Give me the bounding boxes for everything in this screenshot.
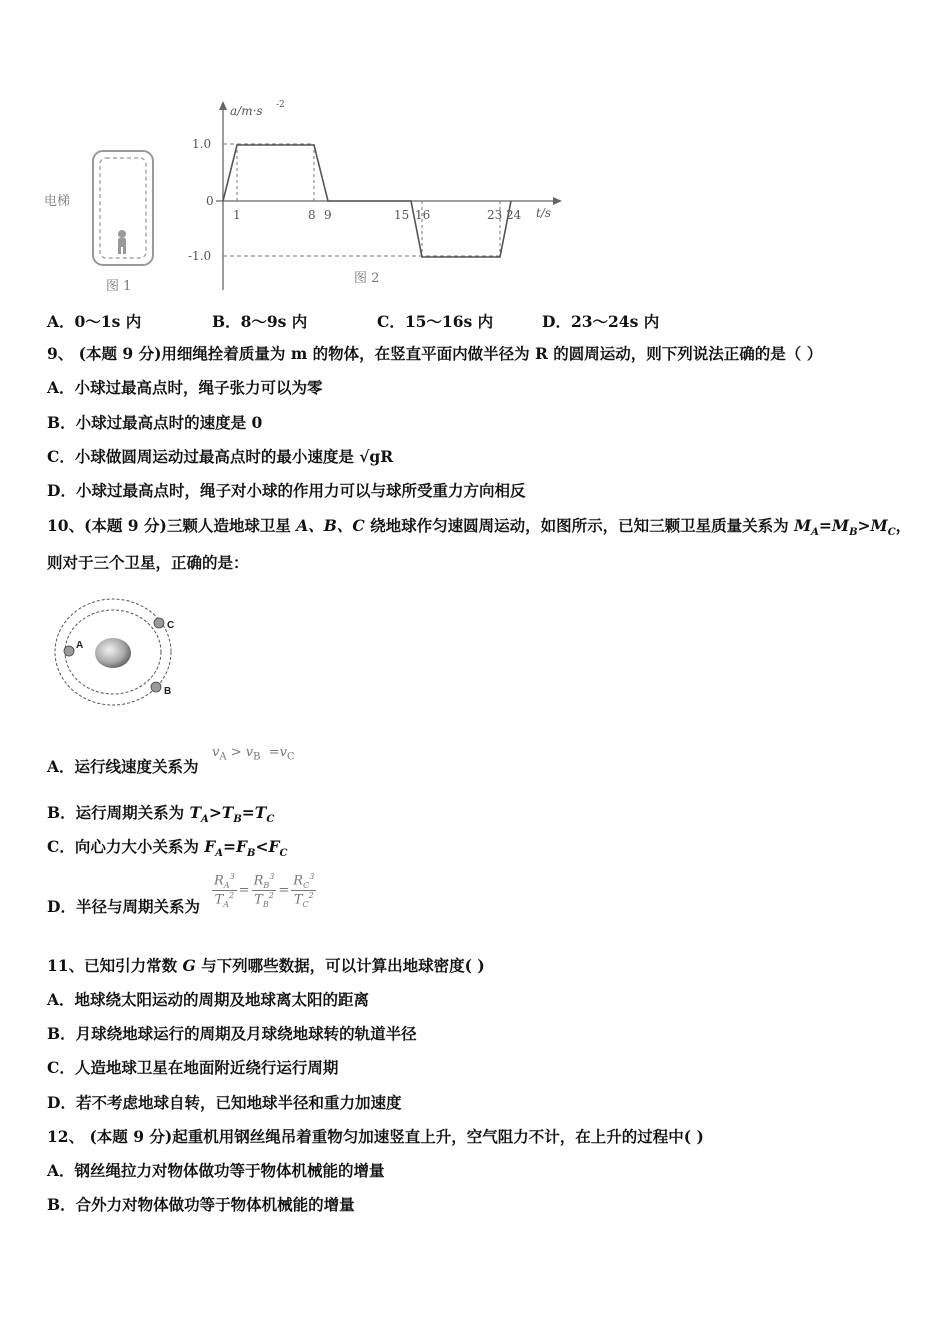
y-axis-label: a/m·s	[230, 104, 263, 118]
q12-stem: 12、 (本题 9 分)起重机用钢丝绳吊着重物匀加速竖直上升，空气阻力不计，在上升的过程中( )	[47, 1127, 704, 1146]
at-graph	[216, 101, 562, 290]
x-tick-9: 9	[324, 208, 332, 222]
x-axis-label: t/s	[536, 206, 552, 220]
earth	[95, 638, 131, 668]
y-tick-0: 0	[206, 194, 214, 208]
q10-option-d[interactable]: D．半径与周期关系为	[47, 897, 200, 916]
q9-option-d[interactable]: D．小球过最高点时，绳子对小球的作用力可以与球所受重力方向相反	[47, 481, 526, 500]
y-tick-neg1: -1.0	[188, 249, 212, 263]
q9-option-c[interactable]: C．小球做圆周运动过最高点时的最小速度是 √gR	[47, 447, 394, 466]
satellite-a-label: A	[76, 640, 84, 651]
q12-option-b[interactable]: B．合外力对物体做功等于物体机械能的增量	[47, 1195, 355, 1214]
x-tick-24: 24	[506, 208, 522, 222]
q9-stem: 9、 (本题 9 分)用细绳拴着质量为 m 的物体，在竖直平面内做半径为 R 的圆周运动，则下列说法正确的是（ ）	[47, 344, 823, 363]
q9-option-b[interactable]: B．小球过最高点时的速度是 0	[47, 413, 263, 432]
satellite-b-label: B	[164, 686, 172, 697]
q8-option-d[interactable]: D．23～24s 内	[542, 312, 660, 331]
q10-option-a-formula: $v_A > v_B =v_C$	[212, 745, 295, 763]
y-axis-exp: -2	[276, 100, 285, 110]
satellite-c-label: C	[167, 620, 175, 631]
q8-option-c[interactable]: C．15～16s 内	[377, 312, 494, 331]
satellite-a	[64, 646, 74, 656]
q9-option-a[interactable]: A．小球过最高点时，绳子张力可以为零	[47, 378, 323, 397]
q10-option-c[interactable]: C．向心力大小关系为 $F_A=F_B<F_C$	[47, 837, 288, 860]
q10-option-d-formula: $\frac{R_A^3}{T_A^2}$ = $\frac{R_B^3}{T_B^2}$ = $\frac{R_C^3}{T_C^2}$	[214, 872, 315, 909]
q10-option-b[interactable]: B．运行周期关系为 $T_A>T_B=T_C$	[47, 803, 275, 826]
q10-stem: 10、(本题 9 分)三颗人造地球卫星 A、B、C 绕地球作匀速圆周运动，如图所示，已知三颗卫星质量关系为 $M_A=M_B>M_C$，	[47, 516, 912, 539]
q11-option-d[interactable]: D．若不考虑地球自转，已知地球半径和重力加速度	[47, 1093, 402, 1112]
elevator-label: 电梯	[44, 194, 71, 209]
q11-option-b[interactable]: B．月球绕地球运行的周期及月球绕地球转的轨道半径	[47, 1024, 417, 1043]
fig2-caption: 图 2	[354, 271, 380, 286]
x-tick-23: 23	[487, 208, 503, 222]
satellite-orbits-figure	[48, 596, 188, 712]
x-tick-8: 8	[308, 208, 316, 222]
q11-stem: 11、已知引力常数 G 与下列哪些数据，可以计算出地球密度( )	[47, 956, 485, 975]
q11-option-a[interactable]: A．地球绕太阳运动的周期及地球离太阳的距离	[47, 990, 370, 1009]
fig1-caption: 图 1	[106, 279, 132, 294]
satellite-b	[151, 682, 161, 692]
elevator-figure	[40, 95, 600, 300]
x-tick-15: 15	[394, 208, 410, 222]
satellite-c	[154, 618, 164, 628]
q10-option-a[interactable]: A．运行线速度关系为	[47, 757, 199, 776]
x-tick-1: 1	[233, 208, 241, 222]
q12-option-a[interactable]: A．钢丝绳拉力对物体做功等于物体机械能的增量	[47, 1161, 385, 1180]
x-tick-16: 16	[415, 208, 431, 222]
q10-stem-line2: 则对于三个卫星，正确的是：	[47, 553, 249, 572]
person-icon	[118, 230, 126, 254]
q11-option-c[interactable]: C．人造地球卫星在地面附近绕行运行周期	[47, 1058, 339, 1077]
q8-option-a[interactable]: A．0～1s 内	[47, 312, 142, 331]
y-tick-1: 1.0	[192, 137, 212, 151]
q8-option-b[interactable]: B．8～9s 内	[212, 312, 308, 331]
